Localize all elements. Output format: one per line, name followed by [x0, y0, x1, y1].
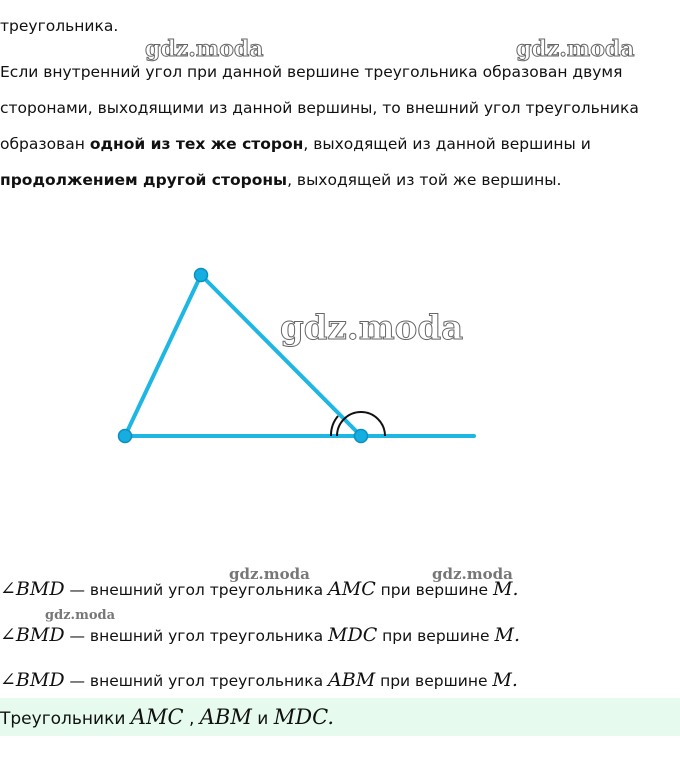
watermark: gdz.moda	[145, 36, 264, 62]
bold-text: продолжением другой стороны	[0, 171, 288, 189]
figure-points	[119, 269, 368, 443]
statement-3	[0, 669, 680, 691]
triangle-label: MDC	[328, 624, 378, 646]
text: при вершине	[375, 672, 493, 690]
statement-1	[0, 578, 680, 600]
bold-text: одной из тех же сторон	[89, 135, 304, 153]
angle-label: ∠BMD	[0, 669, 65, 691]
text: и	[251, 709, 274, 729]
angle-label: ∠BMD	[0, 578, 65, 600]
period: .	[327, 705, 335, 729]
watermark: gdz.moda	[432, 565, 513, 583]
triangle-label: AMC	[328, 578, 376, 600]
triangle-label: AMC	[130, 705, 184, 729]
explanation-line-2: сторонами, выходящими из данной вершины, то внешний угол треугольника	[0, 99, 639, 117]
point-m	[355, 430, 368, 443]
triangle-label: ABM	[328, 669, 376, 691]
text: ,	[183, 709, 200, 729]
text: , выходящей из той же вершины.	[287, 171, 562, 189]
text: образован	[0, 135, 90, 153]
segment-b-m	[201, 275, 361, 436]
watermark: gdz.moda	[45, 608, 116, 623]
watermark: gdz.moda	[229, 565, 310, 583]
answer-box	[0, 698, 680, 736]
text: — внешний угол треугольника	[64, 672, 329, 690]
answer-prefix: Треугольники	[0, 709, 131, 729]
explanation-line-1: Если внутренний угол при данной вершине треугольника образован двумя	[0, 63, 623, 81]
period: .	[511, 669, 518, 691]
intro-tail: треугольника.	[0, 17, 119, 35]
segment-a-b	[125, 275, 201, 436]
figure-lines	[125, 275, 474, 436]
point-b	[195, 269, 208, 282]
period: .	[513, 624, 521, 646]
statement-2	[0, 624, 680, 646]
vertex-label: M	[492, 669, 512, 691]
text: — внешний угол треугольника	[64, 581, 329, 599]
angle-label: ∠BMD	[0, 624, 65, 646]
text: при вершине	[377, 627, 495, 645]
triangle-label: ABM	[199, 705, 252, 729]
text: , выходящей из данной вершины и	[303, 135, 591, 153]
watermark: gdz.moda	[280, 308, 464, 348]
text: — внешний угол треугольника	[64, 627, 329, 645]
vertex-label: M	[494, 624, 514, 646]
vertex-label: M	[493, 578, 513, 600]
point-a	[119, 430, 132, 443]
period: .	[512, 578, 519, 600]
watermark: gdz.moda	[516, 36, 635, 62]
triangle-label: MDC	[273, 705, 328, 729]
text: при вершине	[375, 581, 493, 599]
